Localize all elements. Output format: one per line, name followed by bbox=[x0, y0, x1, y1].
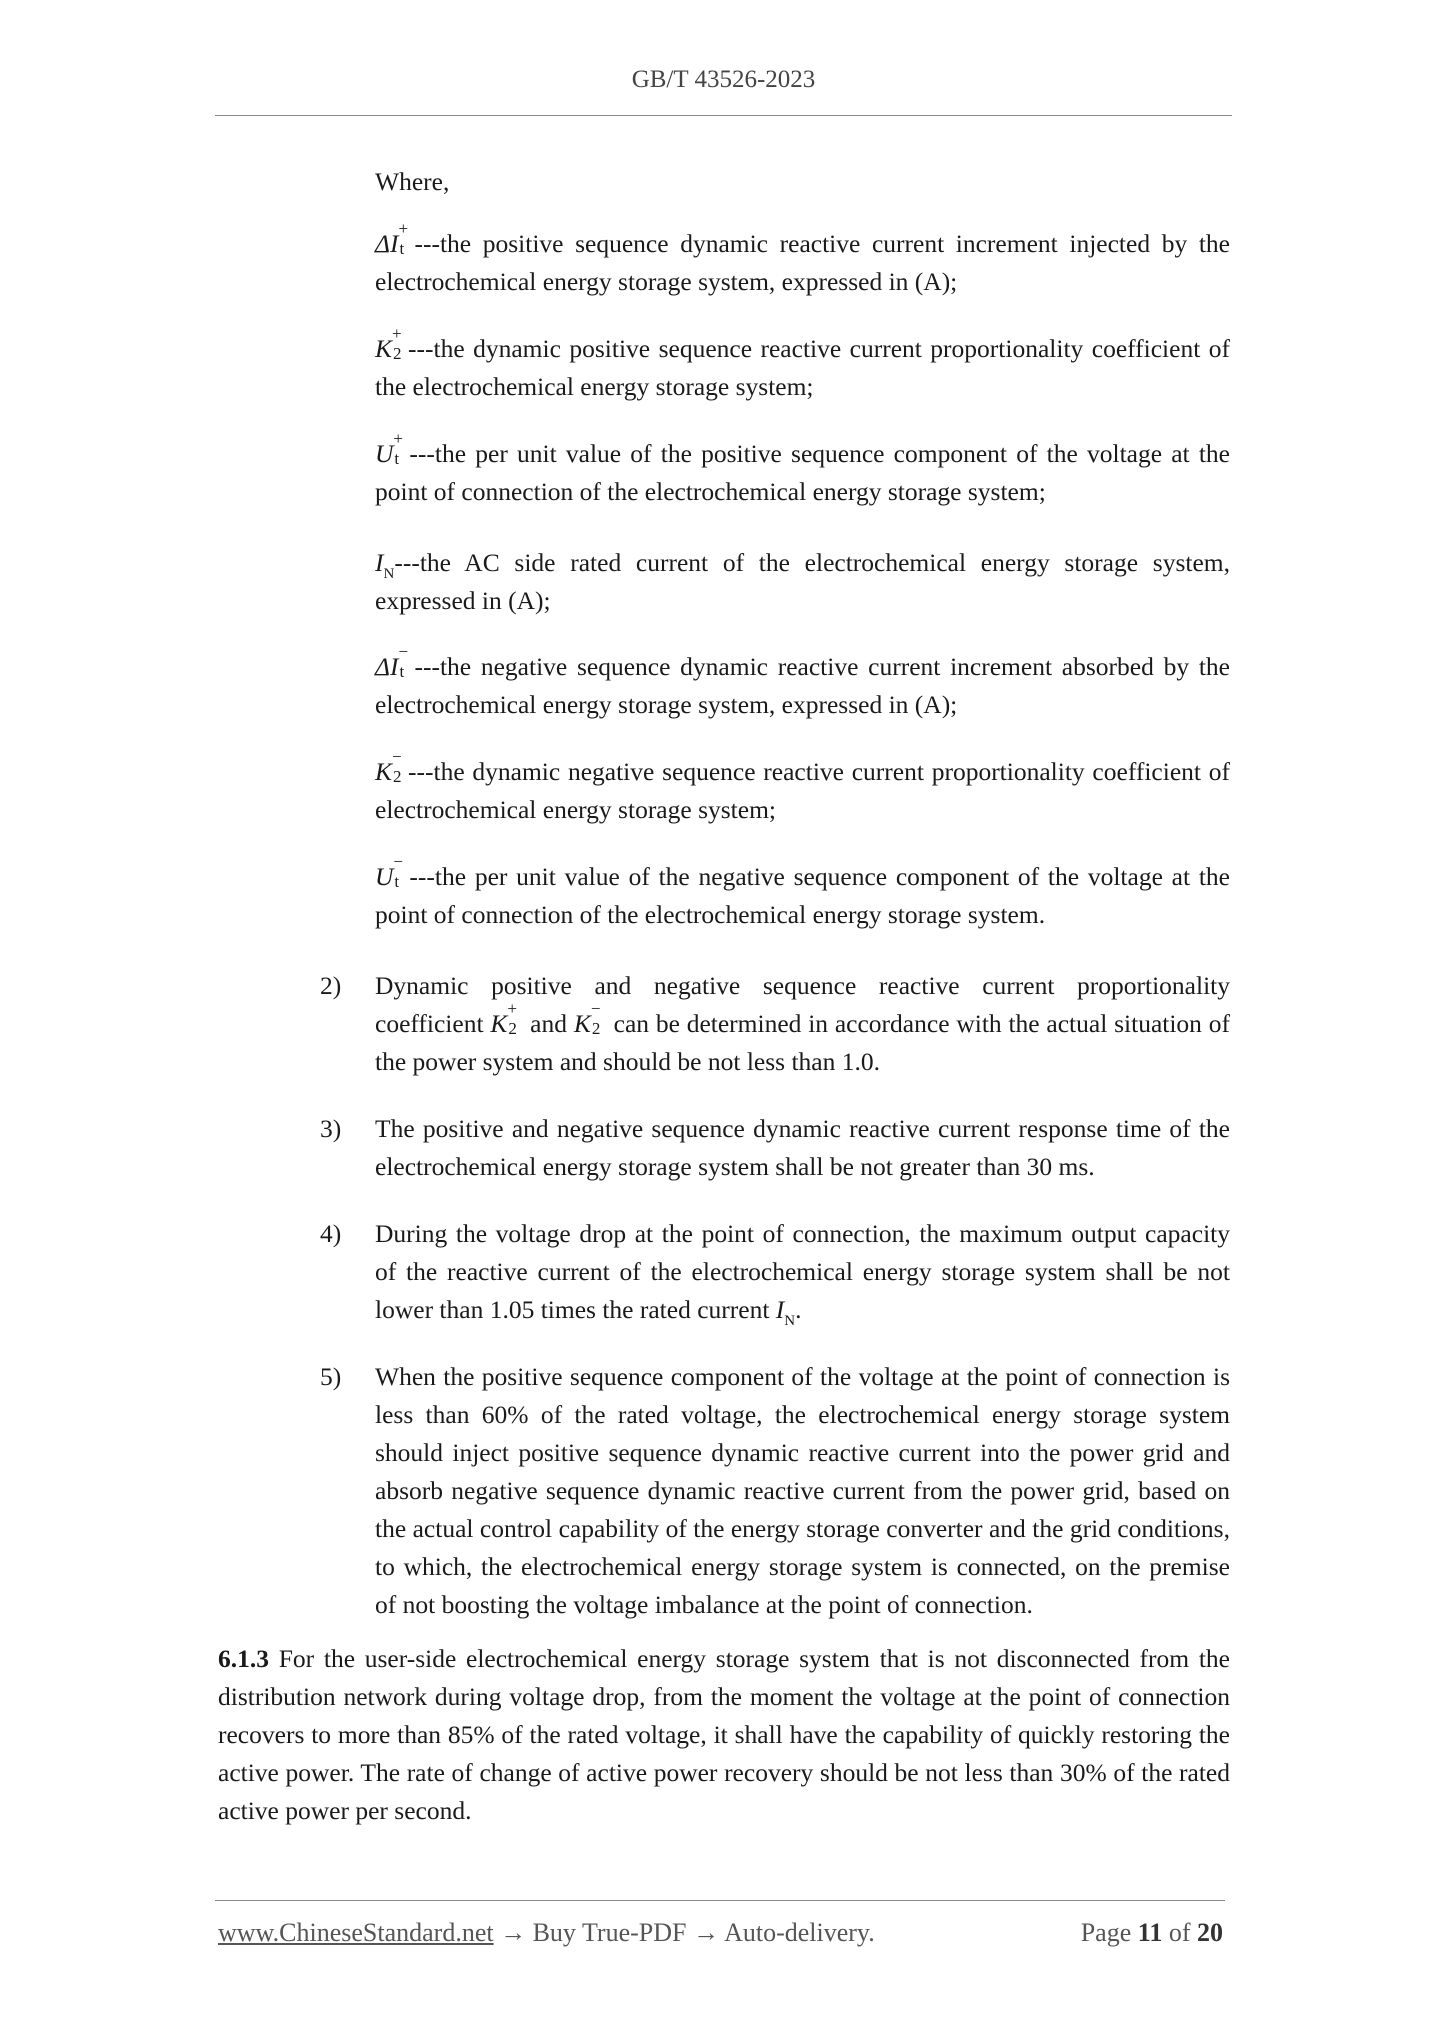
list-item-5: 5) When the positive sequence component of the voltage at the point of connection is less than 60% of the rated voltage, the electrochemical energy storage system should inject positive sequence dynamic reactive current into the power grid and absorb negative sequence dynamic reactive current from the power grid, based on the actual control capability of the energy storage converter and the grid conditions, to which, the electrochemical energy storage system is connected, on the premise of not boosting the voltage imbalance at the point of connection. bbox=[320, 1358, 1230, 1624]
page-indicator: Page 11 of 20 bbox=[1080, 1918, 1223, 1947]
arrow-right-icon: → bbox=[500, 1918, 527, 1947]
list-item-3: 3) The positive and negative sequence dynamic reactive current response time of the electrochemical energy storage system shall be not greater than 30 ms. bbox=[320, 1110, 1230, 1186]
definition-item: K + 2 ---the dynamic positive sequence reactive current proportionality coefficient of the electrochemical energy storage system; bbox=[375, 324, 1230, 401]
definition-item: ΔI − t ---the negative sequence dynamic reactive current increment absorbed by the electrochemical energy storage system, expressed in (A); bbox=[375, 642, 1230, 719]
definition-item: $I_N--$-the AC side rated current of the electrochemical energy storage system, expressed in (A); bbox=[375, 548, 1230, 615]
header-rule bbox=[215, 115, 1232, 116]
buy-pdf-text: Buy True-PDF bbox=[532, 1918, 687, 1947]
definition-symbol: ΔI bbox=[375, 229, 399, 258]
clause-number: 6.1.3 bbox=[218, 1644, 269, 1673]
list-item-4: 4) During the voltage drop at the point of connection, the maximum output capacity of the reactive current of the electrochemical energy storage system shall be not lower than 1.05 times the rated current $I_N$. bbox=[320, 1215, 1230, 1329]
clause-text: For the user-side electrochemical energy storage system that is not disconnected from the distribution network during voltage drop, from the moment the voltage at the point of connection recovers to more than 85% of the rated voltage, it shall have the capability of quickly restoring the active power. The rate of change of active power recovery should be not less than 30% of the rated active power per second. bbox=[218, 1644, 1230, 1825]
definition-item: U − t ---the per unit value of the negative sequence component of the voltage at the point of connection of the electrochemical energy storage system. bbox=[375, 852, 1230, 929]
list-number: 3) bbox=[320, 1114, 342, 1143]
definition-symbol: U bbox=[375, 439, 394, 468]
auto-delivery-text: Auto-delivery. bbox=[724, 1918, 875, 1947]
definition-item: ΔI + t ---the positive sequence dynamic reactive current increment injected by the electrochemical energy storage system, expressed in (A); bbox=[375, 219, 1230, 296]
list-item-2: 2) Dynamic positive and negative sequence reactive current proportionality coefficient K + 2 and K − 2 can be determined in accordance with the actual situation of the power system and should be not less than 1.0. bbox=[320, 967, 1230, 1081]
definition-item: U + t ---the per unit value of the positive sequence component of the voltage at the point of connection of the electrochemical energy storage system; bbox=[375, 429, 1230, 506]
definition-text: ---the positive sequence dynamic reactive current increment injected by the electrochemical energy storage system, expressed in (A); bbox=[375, 229, 1230, 296]
list-number: 5) bbox=[320, 1362, 342, 1391]
where-label: Where, bbox=[375, 167, 450, 196]
page-header: GB/T 43526-2023 bbox=[631, 66, 816, 93]
definition-symbol: K bbox=[375, 757, 393, 786]
arrow-right-icon: → bbox=[693, 1918, 719, 1947]
page-total: 20 bbox=[1197, 1918, 1223, 1947]
definition-text: ---the dynamic positive sequence reactive current proportionality coefficient of the electrochemical energy storage system; bbox=[375, 334, 1230, 401]
definition-symbol: U bbox=[375, 862, 394, 891]
list-number: 2) bbox=[320, 971, 342, 1000]
footer-promo bbox=[218, 1918, 875, 1948]
footer-rule bbox=[215, 1900, 1225, 1901]
definition-item: K − 2 ---the dynamic negative sequence reactive current proportionality coefficient of electrochemical energy storage system; bbox=[375, 747, 1230, 824]
definition-text: ---the per unit value of the positive sequence component of the voltage at the point of connection of the electrochemical energy storage system; bbox=[375, 439, 1230, 506]
definition-symbol: ΔI bbox=[375, 652, 399, 681]
clause-6-1-3 bbox=[218, 1640, 1230, 1830]
definition-symbol: K bbox=[375, 334, 393, 363]
definition-text: ---the dynamic negative sequence reactive current proportionality coefficient of electrochemical energy storage system; bbox=[375, 757, 1230, 824]
page-number: 11 bbox=[1137, 1918, 1163, 1947]
definition-symbol: I bbox=[375, 548, 384, 577]
definition-text: ---the per unit value of the negative sequence component of the voltage at the point of connection of the electrochemical energy storage system. bbox=[375, 862, 1230, 929]
definition-text: ---the AC side rated current of the electrochemical energy storage system, expressed in (A); bbox=[375, 548, 1230, 615]
website-link[interactable]: www.ChineseStandard.net bbox=[218, 1918, 494, 1947]
definition-text: ---the negative sequence dynamic reactive current increment absorbed by the electrochemical energy storage system, expressed in (A); bbox=[375, 652, 1230, 719]
list-number: 4) bbox=[320, 1219, 342, 1248]
